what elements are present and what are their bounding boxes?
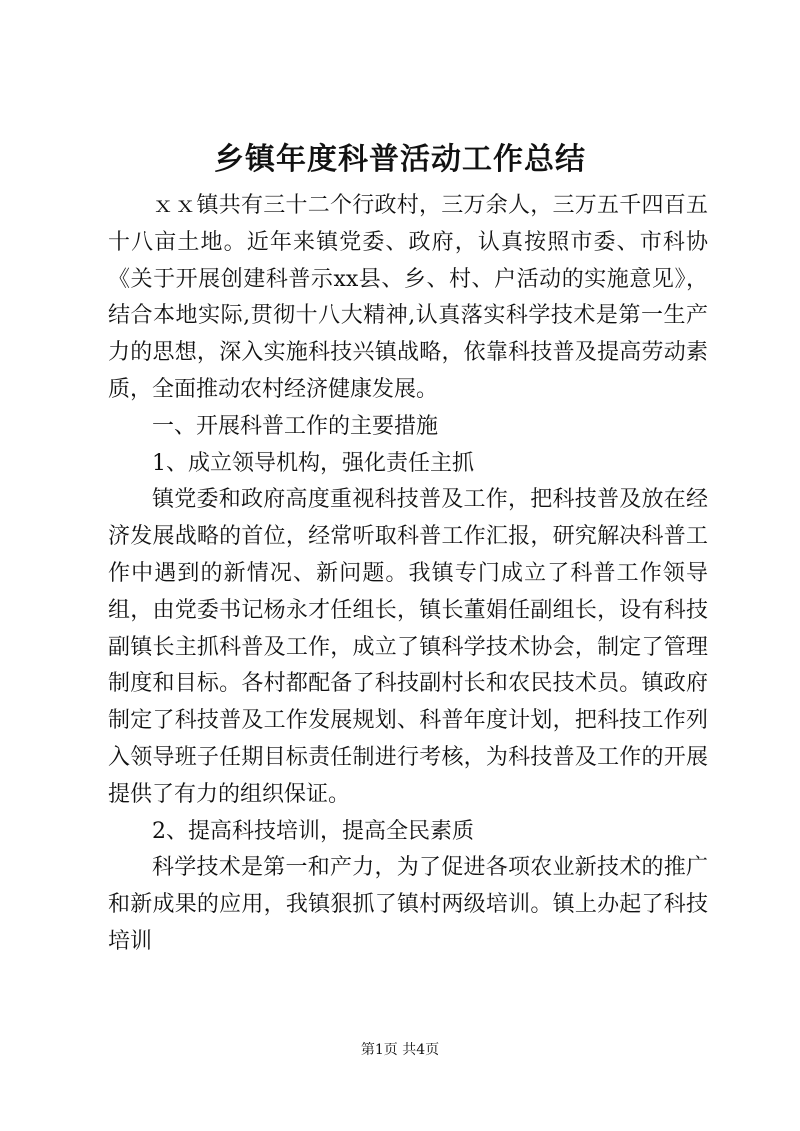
paragraph-leadership: 镇党委和政府高度重视科技普及工作，把科技普及放在经济发展战略的首位，经常听取科普工作汇报，研究解决科普工作中遇到的新情况、新问题。我镇专门成立了科普工作领导组，由党委书记杨永才任组长，镇长董娟任副组长，设有科技副镇长主抓科普及工作，成立了镇科学技术协会，制定了管理制度和目标。各村都配备了科技副村长和农民技术员。镇政府制定了科技普及工作发展规划、科普年度计划，把科技工作列入领导班子任期目标责任制进行考核，为科技普及工作的开展提供了有力的组织保证。: [108, 487, 708, 807]
subsection-heading-1: 1、成立领导机构，强化责任主抓: [152, 450, 474, 476]
document-title: 乡镇年度科普活动工作总结: [214, 142, 586, 177]
paragraph-intro: ｘｘ镇共有三十二个行政村，三万余人，三万五千四百五十八亩土地。近年来镇党委、政府，认真按照市委、市科协《关于开展创建科普示xx县、乡、村、户活动的实施意见》，结合本地实际,贯彻十八大精神,认真落实科学技术是第一生产力的思想，深入实施科技兴镇战略，依靠科技普及提高劳动素质，全面推动农村经济健康发展。: [108, 193, 708, 402]
subsection-heading-2: 2、提高科技培训，提高全民素质: [152, 818, 474, 844]
page-footer: 第1页 共4页: [360, 1042, 440, 1058]
paragraph-training: 科学技术是第一和产力，为了促进各项农业新技术的推广和新成果的应用，我镇狠抓了镇村两级培训。镇上办起了科技培训: [108, 855, 708, 954]
section-heading: 一、开展科普工作的主要措施: [152, 413, 439, 439]
document-body: [108, 188, 708, 961]
